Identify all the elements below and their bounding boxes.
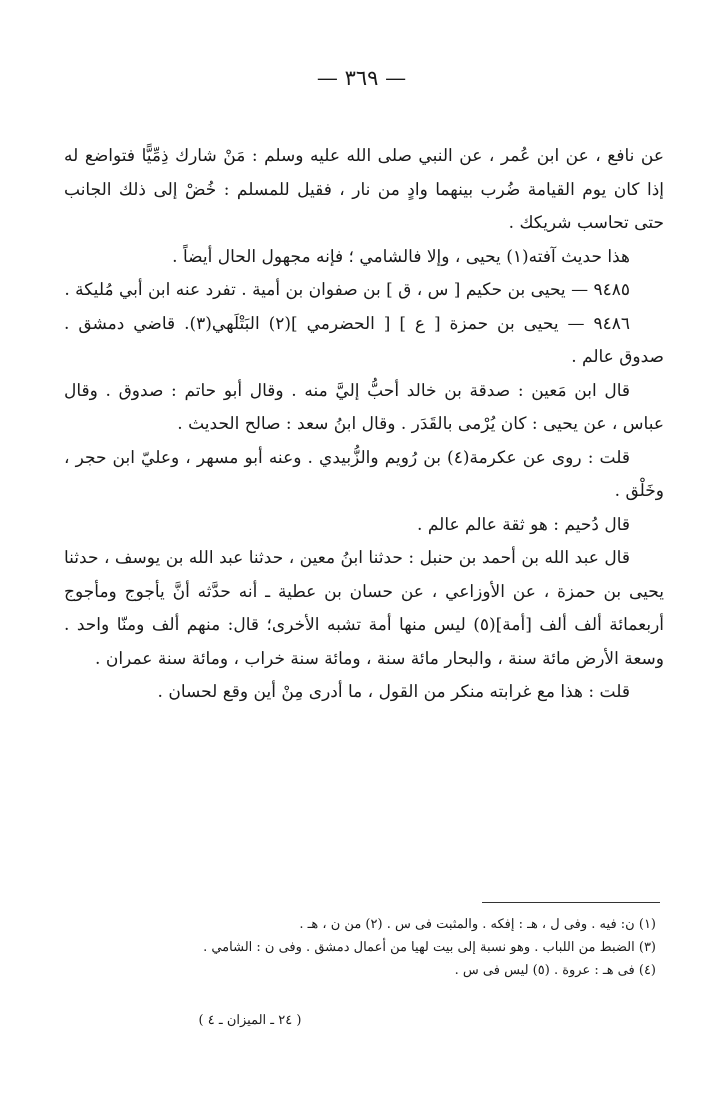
entry-9485: ٩٤٨٥ — يحيى بن حكيم [ س ، ق ] بن صفوان بن أمية . تفرد عنه ابن أبي مُليكة . <box>64 280 630 300</box>
footnotes <box>64 913 656 982</box>
paragraph: هذا حديث آفته(١) يحيى ، وإلا فالشامي ؛ فإنه مجهول الحال أيضاً . <box>172 246 630 267</box>
paragraph: قال دُحيم : هو ثقة عالم عالم . <box>417 514 630 535</box>
footnote-divider <box>482 902 660 903</box>
paragraph: عن نافع ، عن ابن عُمر ، عن النبي صلى الله عليه وسلم : مَنْ شارك ذِمِّيًّا فتواضع له إذا كان يوم القيامة ضُرب بينهما وادٍ من نار ، فقيل للمسلم : خُضْ إلى ذلك الجانب حتى تحاسب شريكك . <box>64 146 664 233</box>
entry-9486: ٩٤٨٦ — يحيى بن حمزة [ ع ] [ الحضرمي ](٢) البَتْلَهي(٣). قاضي دمشق . صدوق عالم . <box>64 313 664 367</box>
footnote-line: (٣) الضبط من اللباب . وهو نسبة إلى بيت لهيا من أعمال دمشق . وفى ن : الشامي . <box>203 940 656 955</box>
signature-mark: ( ٢٤ ـ الميزان ـ ٤ ) <box>198 1013 302 1028</box>
footnote-line: (١) ن: فيه . وفى ل ، هـ : إفكه . والمثبت فى س . (٢) من ن ، هـ . <box>299 917 656 932</box>
paragraph: قلت : روى عن عكرمة(٤) بن رُويم والزُّبيدي . وعنه أبو مسهر ، وعليّ ابن حجر ، وخَلْق . <box>64 447 664 501</box>
body-text <box>64 140 664 710</box>
paragraph: قلت : هذا مع غرابته منكر من القول ، ما أدرى مِنْ أين وقع لحسان . <box>157 682 630 702</box>
footnote-line: (٤) فى هـ : عروة . (٥) ليس فى س . <box>454 963 656 978</box>
paragraph: قال ابن مَعين : صدقة بن خالد أحبُّ إليَّ منه . وقال أبو حاتم : صدوق . وقال عباس ، عن يحيى : كان يُرْمى بالقَدَر . وقال ابنُ سعد : صالح الحديث . <box>64 380 664 434</box>
paragraph: قال عبد الله بن أحمد بن حنبل : حدثنا ابنُ معين ، حدثنا عبد الله بن يوسف ، حدثنا يحيى بن حمزة ، عن الأوزاعي ، عن حسان بن عطية ـ أنه حدَّثه أنَّ يأجوج ومأجوج أربعمائة ألف ألف [أمة](٥) ليس منها أمة تشبه الأخرى؛ قال: منهم ألف ومنّا واحد . وسعة الأرض مائة سنة ، والبحار مائة سنة ، ومائة سنة خراب ، ومائة سنة عمران . <box>64 548 665 669</box>
page-number: — ٣٦٩ — <box>316 66 407 90</box>
